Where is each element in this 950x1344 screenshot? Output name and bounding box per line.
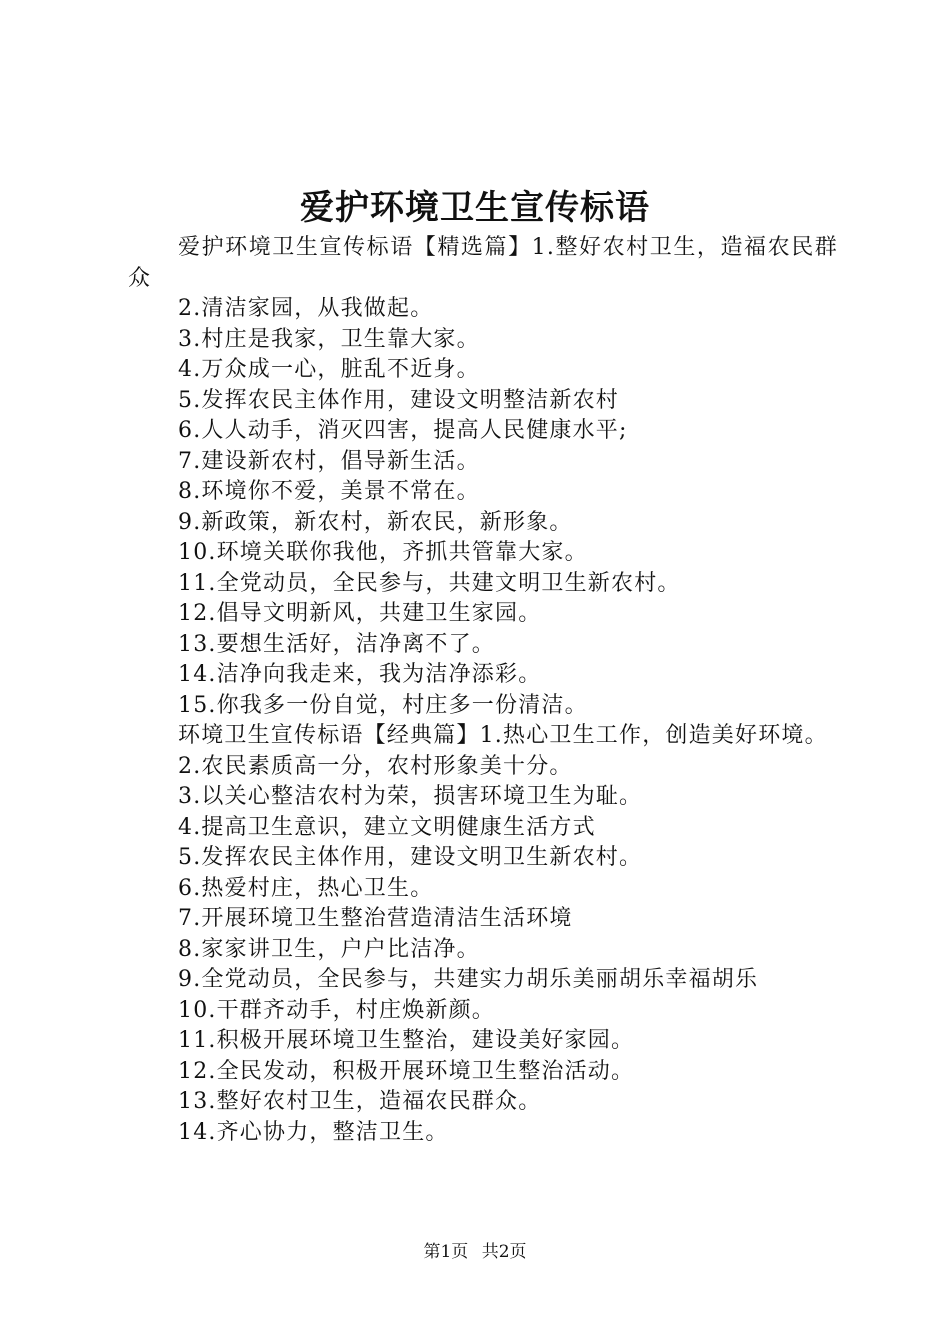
list-item: 3.以关心整洁农村为荣，损害环境卫生为耻。	[178, 784, 643, 809]
list-item: 3.村庄是我家，卫生靠大家。	[178, 326, 480, 352]
list-item: 13.整好农村卫生，造福农民群众。	[178, 1089, 542, 1114]
list-item: 4.万众成一心，脏乱不近身。	[178, 357, 480, 382]
section2-list	[128, 752, 838, 1149]
section2-intro: 环境卫生宣传标语【经典篇】1.热心卫生工作，创造美好环境。	[178, 723, 828, 748]
list-item: 14.齐心协力，整洁卫生。	[178, 1119, 449, 1145]
list-item: 8.家家讲卫生，户户比洁净。	[178, 936, 480, 962]
list-item: 8.环境你不爱，美景不常在。	[178, 479, 480, 504]
page-number: 第1页	[423, 1242, 469, 1262]
list-item: 10.环境关联你我他，齐抓共管靠大家。	[178, 540, 588, 565]
page-count: 共2页	[481, 1242, 527, 1262]
list-item: 5.发挥农民主体作用，建设文明整洁新农村	[178, 387, 619, 413]
list-item: 2.农民素质高一分，农村形象美十分。	[178, 753, 573, 779]
list-item: 4.提高卫生意识，建立文明健康生活方式	[178, 814, 596, 840]
list-item: 2.清洁家园，从我做起。	[178, 296, 434, 321]
list-item: 9.新政策，新农村，新农民，新形象。	[178, 509, 573, 535]
document-body	[128, 233, 838, 1148]
list-item: 7.建设新农村，倡导新生活。	[178, 448, 480, 474]
page-footer	[0, 1240, 950, 1264]
section1-list	[128, 294, 838, 721]
list-item: 6.热爱村庄，热心卫生。	[178, 875, 434, 901]
list-item: 14.洁净向我走来，我为洁净添彩。	[178, 662, 542, 687]
list-item: 7.开展环境卫生整治营造清洁生活环境	[178, 906, 573, 931]
list-item: 13.要想生活好，洁净离不了。	[178, 631, 495, 657]
list-item: 9.全党动员，全民参与，共建实力胡乐美丽胡乐幸福胡乐	[178, 967, 759, 992]
list-item: 12.全民发动，积极开展环境卫生整治活动。	[178, 1058, 635, 1084]
section1-intro: 爱护环境卫生宣传标语【精选篇】1.整好农村卫生，造福农民群众	[128, 235, 838, 291]
list-item: 5.发挥农民主体作用，建设文明卫生新农村。	[178, 845, 643, 870]
list-item: 11.积极开展环境卫生整治，建设美好家园。	[178, 1028, 635, 1053]
list-item: 15.你我多一份自觉，村庄多一份清洁。	[178, 692, 588, 718]
list-item: 11.全党动员，全民参与，共建文明卫生新农村。	[178, 570, 681, 596]
document-title: 爱护环境卫生宣传标语	[300, 188, 650, 228]
list-item: 6.人人动手，消灭四害，提高人民健康水平;	[178, 418, 628, 443]
list-item: 12.倡导文明新风，共建卫生家园。	[178, 601, 542, 626]
list-item: 10.干群齐动手，村庄焕新颜。	[178, 997, 495, 1023]
